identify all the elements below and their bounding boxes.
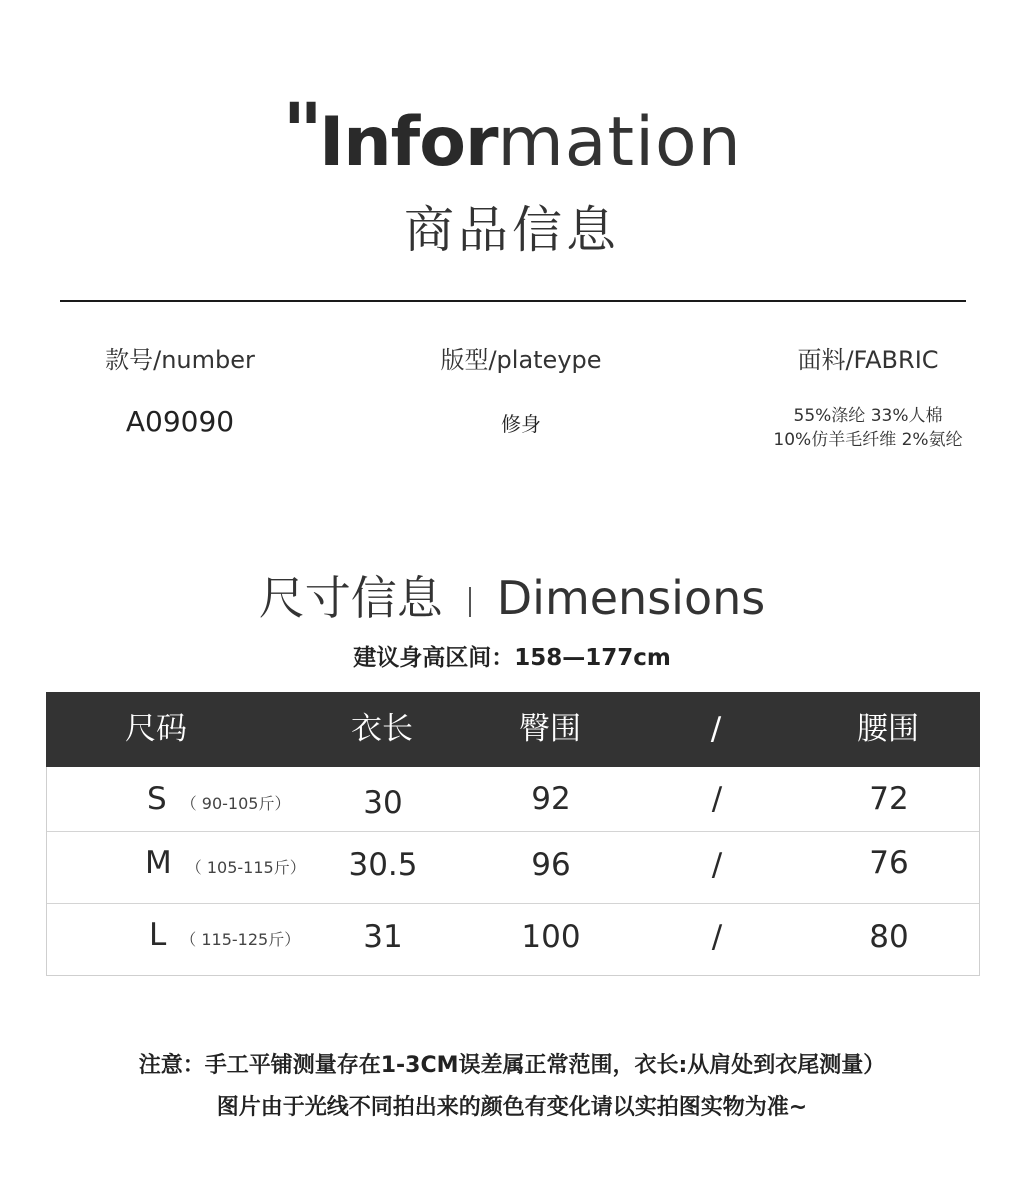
table-row xyxy=(47,915,979,971)
header-size: 尺码 xyxy=(125,711,187,747)
plate-type-label: 版型/plateype xyxy=(440,346,602,374)
info-number xyxy=(20,340,340,440)
size-weight-range: （ 105-115斤） xyxy=(185,858,306,877)
fabric-label: 面料/FABRIC xyxy=(797,346,939,374)
size-cell xyxy=(87,777,327,826)
dimensions-title-cn: 尺寸信息 xyxy=(258,571,443,625)
fabric-value xyxy=(708,404,1024,452)
size-weight-range: （ 90-105斤） xyxy=(180,794,291,813)
size-letter: L xyxy=(149,917,167,953)
title-bold-part: Infor xyxy=(318,103,498,182)
dimensions-title-en: Dimensions xyxy=(496,571,766,625)
row-divider xyxy=(47,903,979,904)
fabric-line-1: 55%涤纶 33%人棉 xyxy=(793,406,943,426)
table-row xyxy=(47,777,979,833)
slash-cell: / xyxy=(711,847,723,883)
length-cell: 30 xyxy=(363,785,403,821)
size-weight-range: （ 115-125斤） xyxy=(180,930,301,949)
size-cell xyxy=(87,843,327,888)
table-row xyxy=(47,843,979,899)
size-table xyxy=(46,692,980,976)
header-slash: / xyxy=(710,711,722,747)
info-plate-type xyxy=(361,340,681,442)
table-header xyxy=(46,692,980,767)
waist-cell: 80 xyxy=(869,919,909,955)
title-quote-mark: " xyxy=(282,88,319,178)
slash-cell: / xyxy=(711,919,723,955)
slash-cell: / xyxy=(711,781,723,817)
information-title xyxy=(0,88,1024,188)
measurement-note: 注意：手工平铺测量存在1-3CM误差属正常范围，衣长:从肩处到衣尾测量） xyxy=(138,1053,886,1078)
waist-cell: 72 xyxy=(869,781,909,817)
length-cell: 31 xyxy=(363,919,403,955)
height-range: 建议身高区间：158—177cm xyxy=(353,645,671,671)
title-light-part: mation xyxy=(497,103,742,182)
color-note: 图片由于光线不同拍出来的颜色有变化请以实拍图实物为准~ xyxy=(216,1095,808,1120)
header-waist: 腰围 xyxy=(857,711,919,747)
hip-cell: 96 xyxy=(531,847,571,883)
plate-type-value: 修身 xyxy=(501,412,541,436)
page-subtitle: 商品信息 xyxy=(404,201,620,259)
header-hip: 臀围 xyxy=(519,711,581,747)
number-label: 款号/number xyxy=(105,346,255,374)
fabric-line-2: 10%仿羊毛纤维 2%氨纶 xyxy=(773,430,963,450)
hip-cell: 100 xyxy=(521,919,581,955)
title-separator xyxy=(469,587,471,617)
waist-cell: 76 xyxy=(869,845,909,881)
dimensions-title xyxy=(0,568,1024,628)
header-divider xyxy=(60,300,966,302)
number-value: A09090 xyxy=(125,405,235,438)
hip-cell: 92 xyxy=(531,781,571,817)
length-cell: 30.5 xyxy=(348,847,418,883)
header-length: 衣长 xyxy=(351,711,413,747)
size-letter: S xyxy=(147,781,167,817)
info-fabric xyxy=(708,340,1024,452)
size-letter: M xyxy=(145,845,172,881)
row-divider xyxy=(47,831,979,832)
size-cell xyxy=(87,915,327,960)
